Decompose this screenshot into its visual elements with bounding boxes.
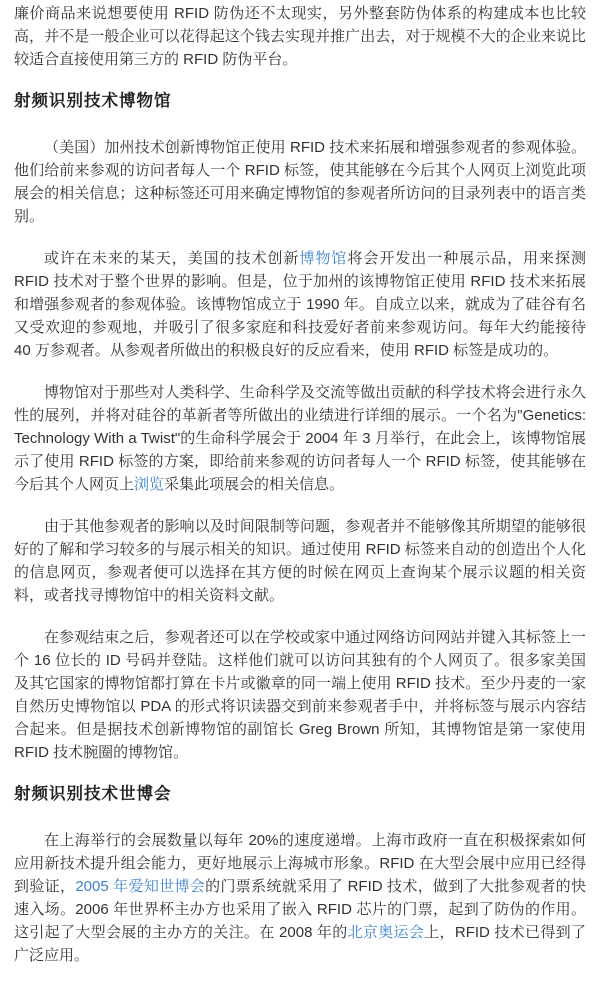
link-beijing-olympics[interactable]: 北京奥运会 [347,924,425,941]
document-body [14,2,586,967]
paragraph-museum-4 [14,515,586,607]
paragraph-text: 在上海举行的会展数量以每年 20%的速度递增。上海市政府一直在积极探索如何应用新技术提升组会能力，更好地展示上海城市形象。RFID 在大型会展中应用已经得到验证， [14,832,586,895]
paragraph-text: 在参观结束之后，参观者还可以在学校或家中通过网络访问网站并键入其标签上一个 16 位长的 ID 号码并登陆。这样他们就可以访问其独有的个人网页了。很多家美国及其它国家的博物馆都打算在卡片或徽章的同一端上使用 RFID 技术。至少丹麦的一家自然历史博物馆以 PDA 的形式将识读器交到前来参观者手中，并将标签与展示内容结合起来。但是据技术创新博物馆的副馆长 Greg Brown 所知，其博物馆是第一家使用 RFID 技术腕圈的博物馆。 [14,629,586,761]
paragraph-museum-2 [14,247,586,362]
paragraph-text: 的门票系统就采用了 RFID 技术，做到了大批参观者的快速入场。2006 年世界杯主办方也采用了嵌入 RFID 芯片的门票，起到了防伪的作用。这引起了大型会展的主办方的关注。在 2008 年的 [14,878,586,941]
paragraph-text: （美国）加州技术创新博物馆正使用 RFID 技术来拓展和增强参观者的参观体验。他们给前来参观的访问者每人一个 RFID 标签，使其能够在今后其个人网页上浏览此项展会的相关信息；这种标签还可用来确定博物馆的参观者所访问的目录列表中的语言类别。 [14,139,586,225]
link-museum[interactable]: 博物馆 [299,250,348,267]
paragraph-text: 博物馆对于那些对人类科学、生命科学及交流等做出贡献的科学技术将会进行永久性的展列，并将对硅谷的革新者等所做出的业绩进行详细的展示。一个名为"Genetics: Technology With a Twist"的生命科学展会于 2004 年 3 月举行，在此会上，该博物馆展示了使用 RFID 标签的方案，即给前来参观的访问者每人一个 RFID 标签，使其能够在今后其个人网页上 [14,384,586,493]
section-heading-museum: 射频识别技术博物馆 [14,92,172,110]
paragraph-expo-1 [14,829,586,967]
paragraph-museum-1 [14,136,586,228]
paragraph-text: 廉价商品来说想要使用 RFID 防伪还不太现实，另外整套防伪体系的构建成本也比较高，并不是一般企业可以花得起这个钱去实现并推广出去，对于规模不大的企业来说比较适合直接使用第三方的 RFID 防伪平台。 [14,5,586,68]
section-heading-expo: 射频识别技术世博会 [14,785,172,803]
paragraph-text: 或许在未来的某天，美国的技术创新 [44,250,300,267]
link-aichi-expo-2005[interactable]: 2005 年爱知世博会 [75,878,206,895]
link-browse[interactable]: 浏览 [134,476,165,493]
paragraph-text: 采集此项展会的相关信息。 [164,476,345,493]
paragraph-text: 上，RFID 技术已得到了广泛应用。 [14,924,586,964]
paragraph-museum-5 [14,626,586,764]
paragraph-anti-counterfeit [14,2,586,71]
paragraph-text: 将会开发出一种展示品，用来探测 RFID 技术对于整个世界的影响。但是，位于加州的该博物馆正使用 RFID 技术来拓展和增强参观者的参观体验。该博物馆成立于 1990 年。自成立以来，就成为了硅谷有名又受欢迎的参观地，并吸引了很多家庭和科技爱好者前来参观访问。每年大约能接待 40 万参观者。从参观者所做出的积极良好的反应看来，使用 RFID 标签是成功的。 [14,250,586,359]
paragraph-museum-3 [14,381,586,496]
paragraph-text: 由于其他参观者的影响以及时间限制等问题，参观者并不能够像其所期望的能够很好的了解和学习较多的与展示相关的知识。通过使用 RFID 标签来自动的创造出个人化的信息网页，参观者便可以选择在其方便的时候在网页上查询某个展示议题的相关资料，或者找寻博物馆中的相关资料文献。 [14,518,586,604]
